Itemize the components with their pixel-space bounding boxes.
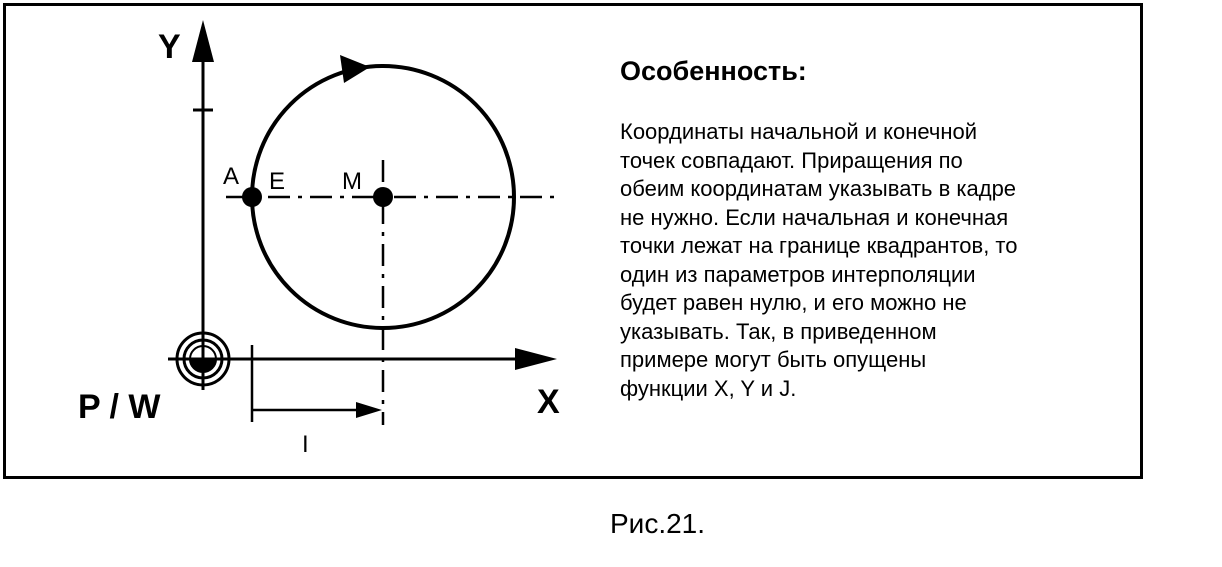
x-axis-arrowhead	[515, 348, 557, 370]
description-line: функции X, Y и J.	[620, 375, 797, 401]
description-heading: Особенность:	[620, 56, 807, 86]
description-line: указывать. Так, в приведенном	[620, 318, 937, 344]
start-end-point	[242, 187, 262, 207]
direction-arrowhead	[340, 55, 370, 83]
y-axis-label: Y	[158, 28, 181, 66]
description-line: обеим координатам указывать в кадре	[620, 176, 1017, 201]
origin-symbol	[177, 333, 229, 385]
description-block	[620, 54, 1120, 403]
increment-label: I	[302, 431, 309, 458]
center-point	[373, 187, 393, 207]
center-label: M	[342, 168, 362, 195]
dimension-arrowhead	[356, 402, 382, 418]
description-line: один из параметров интерполяции	[620, 261, 976, 287]
origin-label: P / W	[78, 388, 161, 426]
description-line: не нужно. Если начальная и конечная	[620, 204, 1009, 230]
description-line: примере могут быть опущены	[620, 347, 927, 372]
point-e-label: E	[269, 168, 286, 195]
circle-interpolation-diagram	[0, 0, 600, 480]
description-text	[620, 118, 1120, 403]
description-line: точек совпадают. Приращения по	[620, 147, 963, 173]
y-axis-arrowhead	[192, 20, 214, 62]
point-a-label: A	[223, 163, 240, 190]
description-line: будет равен нулю, и его можно не	[620, 290, 967, 315]
description-line: точки лежат на границе квадрантов, то	[620, 233, 1018, 258]
figure-caption: Рис.21.	[610, 508, 706, 539]
description-line: Координаты начальной и конечной	[620, 119, 978, 144]
x-axis-label: X	[537, 383, 560, 421]
